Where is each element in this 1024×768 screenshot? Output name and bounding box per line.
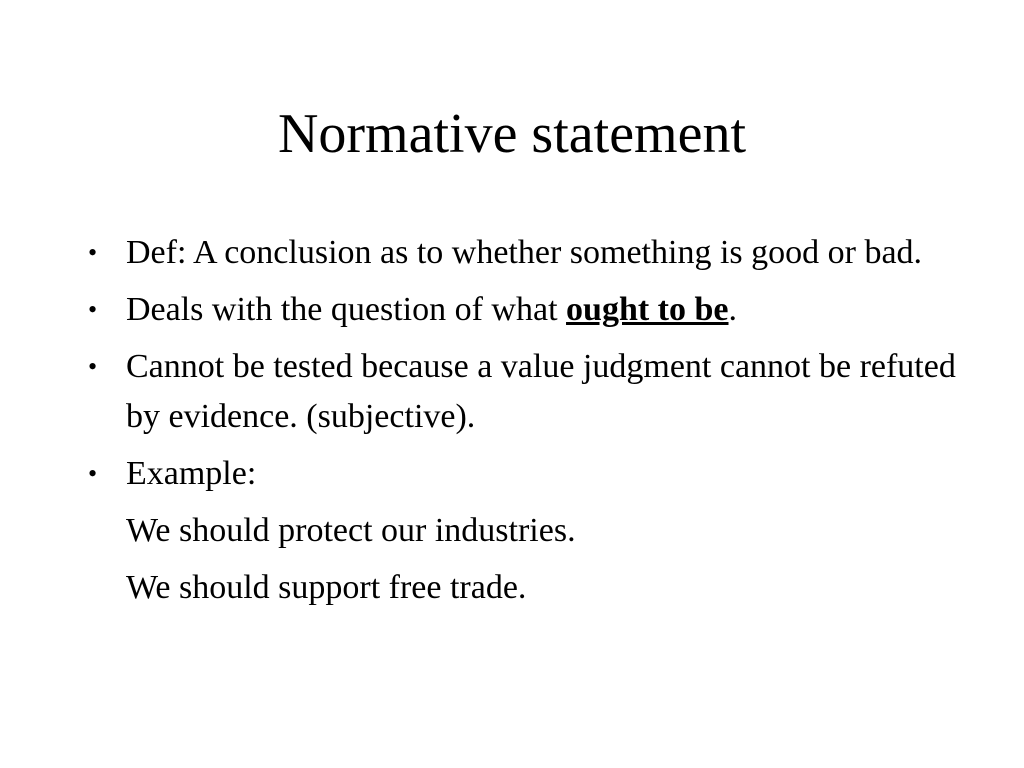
bullet-example: [82, 449, 962, 499]
example-text: We should protect our industries.: [126, 512, 576, 549]
bullet-text-suffix: .: [728, 291, 737, 328]
bullet-text: Def: A conclusion as to whether something is good or bad.: [126, 234, 923, 271]
bullet-marker: •: [88, 459, 98, 488]
slide-title: Normative statement: [277, 103, 747, 165]
bullet-text: Example:: [126, 455, 257, 492]
example-text: We should support free trade.: [126, 569, 527, 606]
bullet-list: [82, 228, 962, 620]
bullet-marker: •: [88, 295, 98, 324]
example-line: [82, 563, 962, 613]
example-line: [82, 506, 962, 556]
bullet-marker: •: [88, 238, 98, 267]
bullet-ought: [82, 285, 962, 335]
bullet-definition: [82, 228, 962, 278]
bullet-text: Cannot be tested because a value judgment cannot be refuted by evidence. (subjective).: [126, 348, 956, 435]
bullet-text-prefix: Deals with the question of what: [126, 291, 567, 328]
emphasis-text: ought to be: [566, 291, 729, 328]
bullet-marker: •: [88, 352, 98, 381]
bullet-testability: [82, 342, 962, 442]
